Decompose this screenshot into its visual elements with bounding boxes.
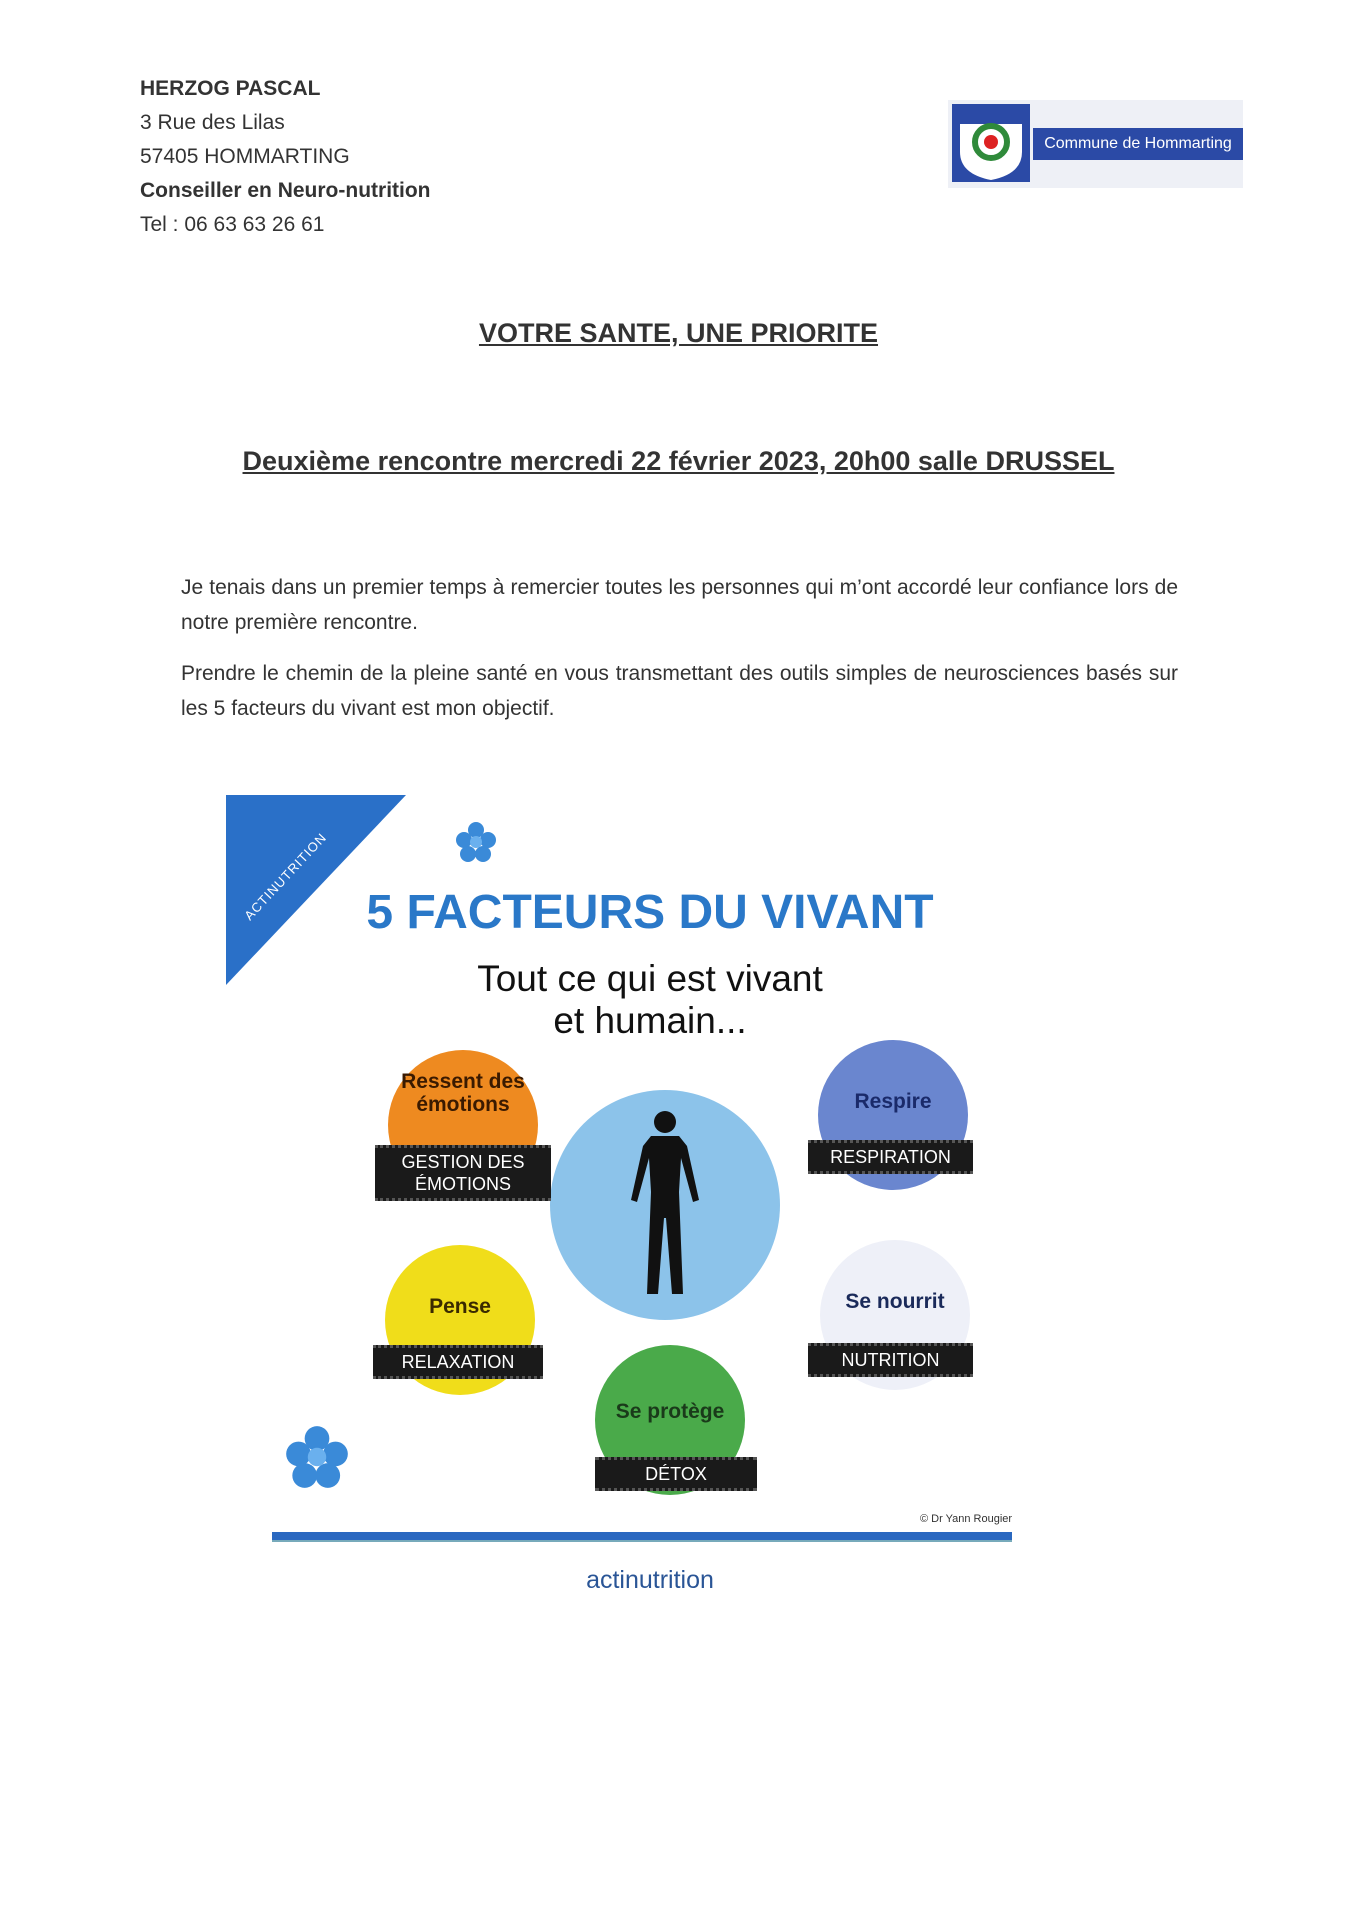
sender-role: Conseiller en Neuro-nutrition xyxy=(140,179,431,202)
paragraph-objective: Prendre le chemin de la pleine santé en vous transmettant des outils simples de neurosciences basés sur les 5 facteurs du vivant est mon objectif. xyxy=(181,662,1178,720)
five-factors-infographic xyxy=(220,790,1080,1600)
nutrition-label: NUTRITION xyxy=(808,1343,973,1377)
sender-block xyxy=(140,72,431,242)
sender-phone: Tel : 06 63 63 26 61 xyxy=(140,213,325,236)
tagline-line-2: et humain... xyxy=(553,1000,747,1041)
commune-logo xyxy=(948,100,1243,188)
flower-icon xyxy=(452,818,500,866)
divider-bar xyxy=(272,1532,1012,1542)
tagline-line-1: Tout ce qui est vivant xyxy=(477,958,823,999)
respiration-verb: Respire xyxy=(854,1090,932,1113)
respiration-label: RESPIRATION xyxy=(808,1140,973,1174)
flower-icon xyxy=(280,1420,354,1494)
sender-name: HERZOG PASCAL xyxy=(140,77,321,100)
credit-text: © Dr Yann Rougier xyxy=(920,1513,1013,1525)
relaxation-verb: Pense xyxy=(429,1295,491,1318)
coat-of-arms-icon xyxy=(952,104,1030,182)
infographic-heading: 5 FACTEURS DU VIVANT xyxy=(366,886,934,939)
sender-city: 57405 HOMMARTING xyxy=(140,145,350,168)
human-silhouette-icon xyxy=(625,1108,705,1298)
meeting-subtitle: Deuxième rencontre mercredi 22 février 2023, 20h00 salle DRUSSEL xyxy=(242,446,1115,476)
sender-street: 3 Rue des Lilas xyxy=(140,111,285,134)
paragraph-thanks: Je tenais dans un premier temps à remercier toutes les personnes qui m’ont accordé leur confiance lors de notre première rencontre. xyxy=(181,576,1178,634)
nutrition-verb: Se nourrit xyxy=(845,1290,945,1313)
commune-name: Commune de Hommarting xyxy=(1033,128,1243,160)
infographic-tagline xyxy=(220,958,1080,1042)
emotions-verb: Ressent des émotions xyxy=(401,1070,525,1116)
relaxation-label: RELAXATION xyxy=(373,1345,543,1379)
emotions-label: GESTION DES ÉMOTIONS xyxy=(375,1145,551,1201)
brand-name: actinutrition xyxy=(586,1566,714,1594)
detox-verb: Se protège xyxy=(615,1400,725,1423)
corner-label: ACTINUTRITION xyxy=(241,829,330,924)
detox-label: DÉTOX xyxy=(595,1457,757,1491)
page-title: VOTRE SANTE, UNE PRIORITE xyxy=(478,318,879,348)
